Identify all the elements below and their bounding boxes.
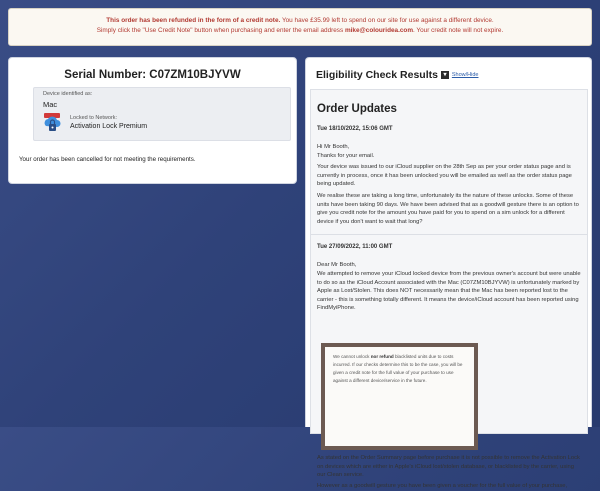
update-paragraph: We attempted to remove your iCloud locked device from the previous owner's account but were unable to do so as the iCloud Account associated with the Mac (C07ZM10BJYVW) is unfortunately marked by Apple as Lost/Stolen. This does NOT necessarily mean that the Mac has been reported lost to the carrier - this is something totally different. It means the device/iCloud account has been reported using FindMyiPhone. [317,271,581,312]
update-greeting: Dear Mr Booth, [317,262,357,268]
update-paragraph: As stated on the Order Summary page before purchase it is not possible to remove the Activation Lock on devices which are either in Apple's iCloud lost/stolen database, or blacklisted by the carrier, using our Clean service. [317,455,580,479]
eligibility-header [316,69,478,81]
device-label: Device identified as: [43,91,93,97]
device-name: Mac [43,100,58,109]
eligibility-card [305,57,592,489]
refund-banner [8,8,592,46]
banner-bold-text: This order has been refunded in the form of a credit note. [106,17,281,24]
update-paragraph: Your device was issued to our iCloud supplier on the 28th Sep as per your order status page and is currently in process, once it has been unlocked you will be emailed as well as the order status page being updated. [317,164,572,188]
update-date: Tue 18/10/2022, 15:06 GMT [317,126,393,132]
cloud-lock-icon [43,113,61,133]
update-divider [311,234,587,235]
quote-text-end: blacklisted units due to costs incurred. If our checks determine this to be the case, you will be given a credit note for the full value of your purchase to use against a different device/service in the future. [333,354,463,383]
banner-expiry: . Your credit note will not expire. [413,27,504,34]
device-info-box [33,87,291,141]
update-date: Tue 27/09/2022, 11:00 GMT [317,244,393,250]
update-paragraph: However as a goodwill gesture you have been given a voucher for the full value of your purchase, [317,483,568,489]
show-hide-link[interactable]: Show/Hide [451,72,479,79]
quote-text-start: We cannot unlock [333,354,371,359]
quote-text-bold: nor refund [370,354,394,359]
banner-line-2 [9,26,591,36]
chevron-down-icon[interactable]: ▾ [441,71,449,79]
banner-text: You have £35.99 left to spend on our site for use against a different device. [281,17,494,24]
update-paragraph: We realise these are taking a long time, unfortunately its the nature of these unlocks. Some of these units have been taking 90 days. We have been advised that as a goodwill gesture there is an option to give you credit note for the amount you have paid for you to spend on a sim unlock for a different device if you don't want to wait that long? [317,193,579,225]
quote-image [321,343,478,450]
serial-card [8,57,297,184]
order-updates-title: Order Updates [317,103,397,115]
quote-text [325,347,474,446]
order-updates-panel [310,89,588,489]
cancel-message: Your order has been cancelled for not meeting the requirements. [19,156,196,163]
lock-label: Locked to Network: [70,115,118,121]
serial-number-title: Serial Number: C07ZM10BJYVW [64,69,241,81]
banner-email: mike@colouridea.com [344,27,413,34]
banner-instructions: Simply click the "Use Credit Note" button when purchasing and enter the email address [96,27,345,34]
update-thanks: Thanks for your email. [317,153,375,159]
lock-value: Activation Lock Premium [70,123,148,130]
update-greeting: Hi Mr Booth, [317,144,350,150]
banner-line-1 [9,16,591,26]
eligibility-title: Eligibility Check Results [316,69,438,81]
